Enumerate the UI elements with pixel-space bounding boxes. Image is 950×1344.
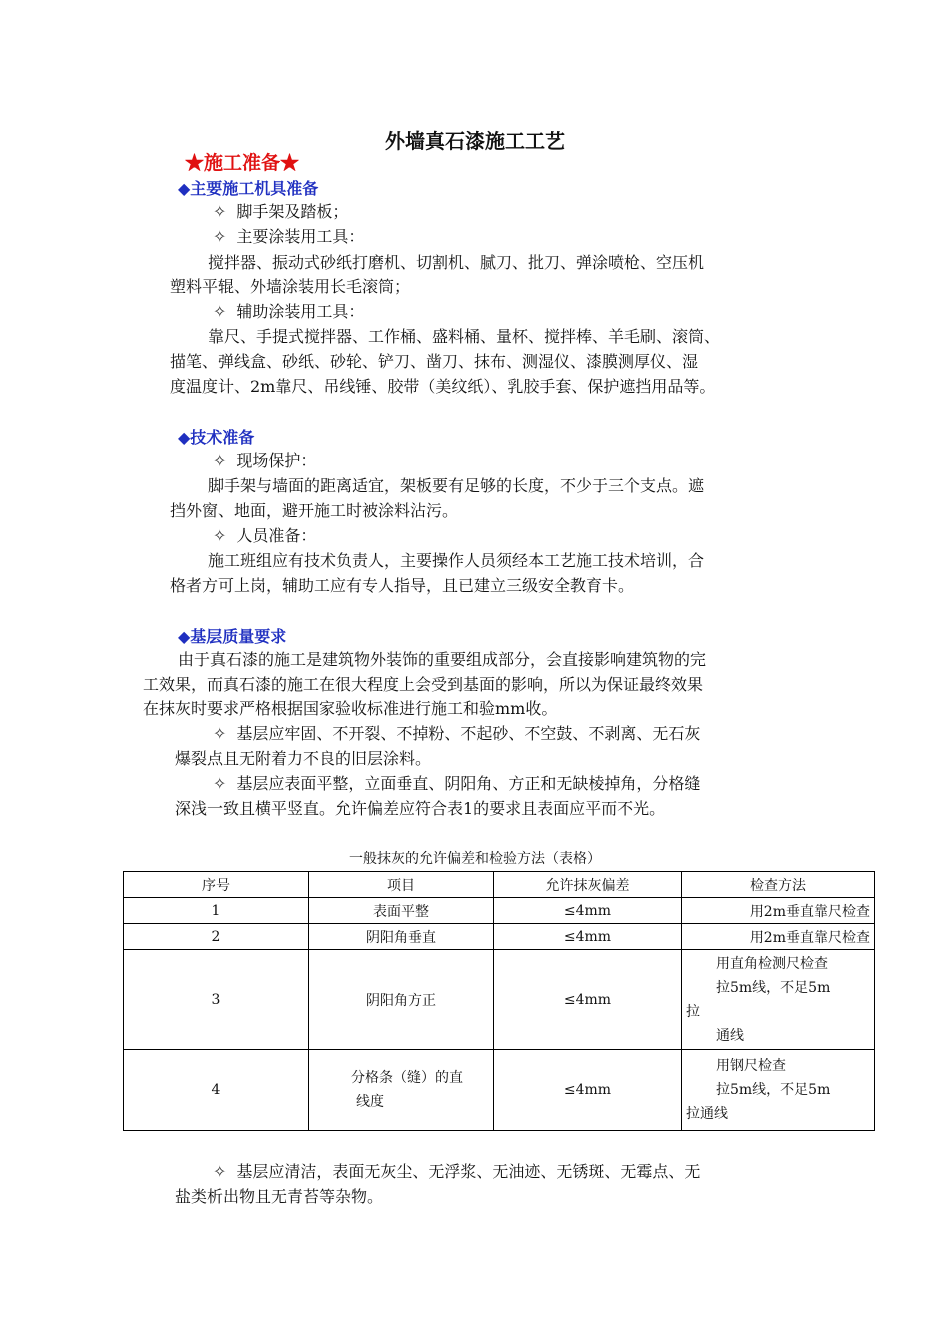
bullet-item: ✧ 辅助涂装用工具： <box>213 302 365 321</box>
table-header-cell: 项目 <box>309 872 494 898</box>
table-cell: 1 <box>124 898 309 924</box>
paragraph-line: 描笔、弹线盒、砂纸、砂轮、铲刀、凿刀、抹布、测湿仪、漆膜测厚仪、湿 <box>170 352 699 371</box>
table-cell: 4 <box>124 1050 309 1131</box>
bullet-item: ✧ 基层应表面平整，立面垂直、阴阳角、方正和无缺棱掉角，分格缝 <box>213 774 701 793</box>
table-cell: ≤4mm <box>494 924 682 950</box>
paragraph-line: 度温度计、2m靠尺、吊线锤、胶带（美纹纸）、乳胶手套、保护遮挡用品等。 <box>170 377 716 396</box>
paragraph-line: 靠尺、手提式搅拌器、工作桶、盛料桶、量杯、搅拌棒、羊毛刷、滚筒、 <box>208 327 721 346</box>
paragraph-line: 格者方可上岗，辅助工应有专人指导，且已建立三级安全教育卡。 <box>170 576 635 595</box>
paragraph-line: 由于真石漆的施工是建筑物外装饰的重要组成部分，会直接影响建筑物的完 <box>178 650 707 669</box>
paragraph-line: 搅拌器、振动式砂纸打磨机、切割机、腻刀、批刀、弹涂喷枪、空压机 <box>208 253 705 272</box>
paragraph-line: 盐类析出物且无青苔等杂物。 <box>175 1187 384 1206</box>
table-row <box>124 924 875 950</box>
paragraph-line: 爆裂点且无附着力不良的旧层涂料。 <box>175 749 432 768</box>
bullet-item: ✧ 基层应牢固、不开裂、不掉粉、不起砂、不空鼓、不剥离、无石灰 <box>213 724 701 743</box>
paragraph-line: 工效果，而真石漆的施工在很大程度上会受到基面的影响，所以为保证最终效果 <box>143 675 704 694</box>
bullet-icon: ✧ <box>213 774 227 793</box>
bullet-item: ✧ 人员准备： <box>213 526 317 545</box>
table-row <box>124 898 875 924</box>
table-cell: 3 <box>124 950 309 1050</box>
tolerance-table <box>123 871 875 1131</box>
table-cell: ≤4mm <box>494 1050 682 1131</box>
prep-heading: ★施工准备★ <box>185 152 300 174</box>
table-cell: ≤4mm <box>494 950 682 1050</box>
table-row <box>124 1050 875 1131</box>
table-cell: 2 <box>124 924 309 950</box>
bullet-icon: ✧ <box>213 1162 227 1181</box>
table-cell: 阴阳角垂直 <box>309 924 494 950</box>
table-cell: 用直角检测尺检查 拉5m线，不足5m 拉 通线 <box>682 950 875 1050</box>
table-cell: 表面平整 <box>309 898 494 924</box>
table-cell: 分格条（缝）的直 线度 <box>309 1050 494 1131</box>
table-cell: 阴阳角方正 <box>309 950 494 1050</box>
bullet-item: ✧ 脚手架及踏板； <box>213 202 349 221</box>
section-heading-machinery: ◆主要施工机具准备 <box>178 179 319 198</box>
section-heading-technical: ◆技术准备 <box>178 428 255 447</box>
bullet-icon: ✧ <box>213 451 227 470</box>
bullet-icon: ✧ <box>213 526 227 545</box>
bullet-item: ✧ 现场保护： <box>213 451 317 470</box>
bullet-item: ✧ 基层应清洁，表面无灰尘、无浮浆、无油迹、无锈斑、无霉点、无 <box>213 1162 701 1181</box>
paragraph-line: 挡外窗、地面，避开施工时被涂料沾污。 <box>170 501 459 520</box>
table-header-row <box>124 872 875 898</box>
table-header-cell: 检查方法 <box>682 872 875 898</box>
table-cell: ≤4mm <box>494 898 682 924</box>
bullet-icon: ✧ <box>213 202 227 221</box>
bullet-item: ✧ 主要涂装用工具： <box>213 227 365 246</box>
table-cell: 用2m垂直靠尺检查 <box>682 898 875 924</box>
paragraph-line: 在抹灰时要求严格根据国家验收标准进行施工和验mm收。 <box>143 699 558 718</box>
table-cell: 用钢尺检查 拉5m线，不足5m 拉通线 <box>682 1050 875 1131</box>
bullet-icon: ✧ <box>213 302 227 321</box>
paragraph-line: 深浅一致且横平竖直。允许偏差应符合表1的要求且表面应平而不光。 <box>175 799 666 818</box>
bullet-icon: ✧ <box>213 227 227 246</box>
section-heading-base: ◆基层质量要求 <box>178 627 287 646</box>
table-cell: 用2m垂直靠尺检查 <box>682 924 875 950</box>
table-row <box>124 950 875 1050</box>
table-header-cell: 序号 <box>124 872 309 898</box>
table-header-cell: 允许抹灰偏差 <box>494 872 682 898</box>
document-title: 外墙真石漆施工工艺 <box>385 129 565 153</box>
paragraph-line: 脚手架与墙面的距离适宜，架板要有足够的长度，不少于三个支点。遮 <box>208 476 705 495</box>
table-caption: 一般抹灰的允许偏差和检验方法（表格） <box>349 851 601 867</box>
bullet-icon: ✧ <box>213 724 227 743</box>
paragraph-line: 施工班组应有技术负责人，主要操作人员须经本工艺施工技术培训，合 <box>208 551 705 570</box>
paragraph-line: 塑料平辊、外墙涂装用长毛滚筒； <box>170 277 411 296</box>
